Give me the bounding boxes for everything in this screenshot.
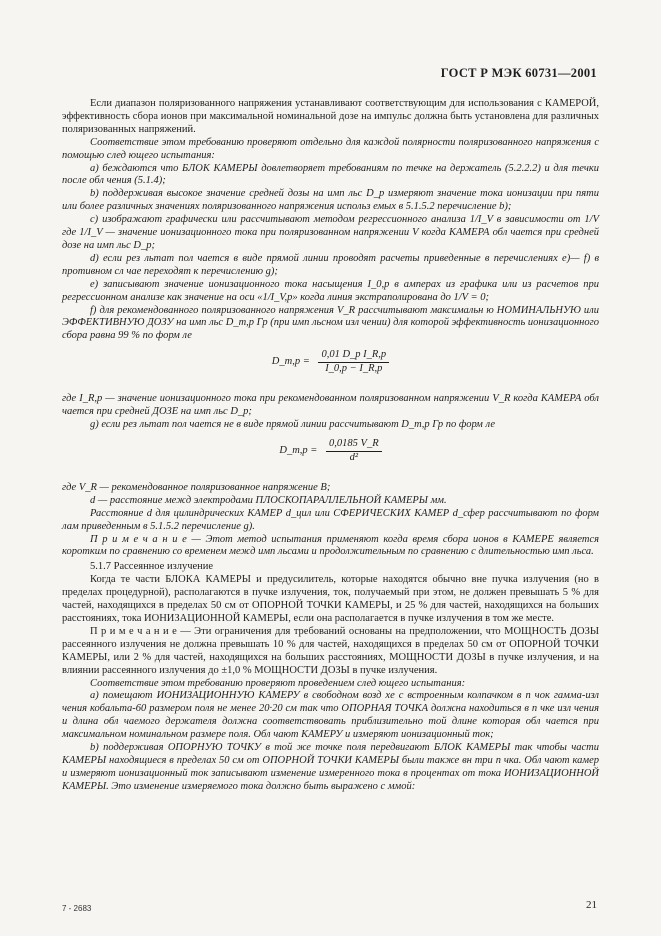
formula-lhs: D_m,p = <box>279 444 318 456</box>
footer-code: 7 - 2683 <box>62 904 92 913</box>
list-item: c) изображают графически или рассчитывают методом регрессионного анализа 1/I_V в зависимости от 1/V где 1/I_V — значение ионизационного тока при поляризованном напряжении V когда КАМЕРА обл чается при средней дозе на имп льс D_p; <box>62 214 599 251</box>
paragraph: где V_R — рекомендованное поляризованное напряжение В; <box>62 481 331 493</box>
list-item: b) поддерживая ОПОРНУЮ ТОЧКУ в той же точке поля передвигают БЛОК КАМЕРЫ так чтобы части КАМЕРЫ находящиеся в пределах 50 см от ОПОРНОЙ ТОЧКИ КАМЕРЫ были также вн три п чка. Обл чают камер и измеряют ионизационный ток записывают изменение измеренного тока в процентах от тока ИОНИЗАЦИОННОЙ КАМЕРЫ. Это изменение измеряемого тока должно быть выражено с ммой: <box>62 742 599 792</box>
paragraph: Расстояние d для цилиндрических КАМЕР d_цил или СФЕРИЧЕСКИХ КАМЕР d_сфер рассчитывают по форм лам приведенным в 5.1.5.2 перечисление g). <box>62 507 599 532</box>
formula-numerator: 0,0185 V_R <box>326 438 382 452</box>
paragraph: Когда те части БЛОКА КАМЕРЫ и предусилитель, которые находятся обычно вне пучка излучения (но в пределах процедурной), располагаются в пучке излучения, ток, получаемый при этом, не должен превышать 5 % для частей, находящихся в пределах 50 см от ОПОРНОЙ ТОЧКИ КАМЕРЫ, и 25 % для частей, находящихся на больших расстояниях, тока ИОНИЗАЦИОННОЙ КАМЕРЫ, если она располагается в пучке излучения в том же месте. <box>62 574 599 624</box>
page-number: 21 <box>586 899 597 911</box>
list-item: a) беждаются что БЛОК КАМЕРЫ довлетворяет требованиям по течке на держатель (5.2.2.2) и для течки после обл чения (5.1.4); <box>62 162 599 187</box>
list-item: d) если рез льтат пол чается в виде прямой линии проводят расчеты приведенные в перечислениях e)— f) в противном сл чае переходят к перечислению g); <box>62 252 599 277</box>
formula-numerator: 0,01 D_p I_R,p <box>318 349 389 363</box>
list-item: f) для рекомендованного поляризованного напряжения V_R рассчитывают максимальн ю НОМИНАЛЬНУЮ или ЭФФЕКТИВНУЮ ДОЗУ на имп льс D_m,p Гр (при имп льсном изл чении) для которой эффективность ионизационного сбора равна 99 % по форм ле <box>62 304 599 342</box>
page-body <box>62 98 599 794</box>
list-item: e) записывают значение ионизационного тока насыщения I_0,p в амперах из графика или из расчетов при регрессионном анализе как значение на оси «1/I_V,p» когда линия экстраполирована до 1/V = 0; <box>62 278 599 303</box>
paragraph: d — расстояние межд электродами ПЛОСКОПАРАЛЛЕЛЬНОЙ КАМЕРЫ мм. <box>90 494 447 506</box>
list-item: b) поддерживая высокое значение средней дозы на имп льс D_p измеряют значение тока ионизации при пяти или более различных значениях поляризованного напряжения использ емых в 5.1.5.2 перечисление b); <box>62 188 599 213</box>
formula-dose-nonlinear <box>62 438 599 476</box>
section-heading: 5.1.7 Рассеянное излучение <box>90 561 214 573</box>
formula-lhs: D_m,p = <box>271 356 310 368</box>
formula-denominator: d² <box>349 451 359 463</box>
formula-dose <box>62 349 599 387</box>
paragraph: Если диапазон поляризованного напряжения устанавливают соответствующим для использования с КАМЕРОЙ, эффективность сбора ионов при максимальной номинальной дозе на импульс должна быть установлена для различных поляризованных напряжений. <box>62 98 599 135</box>
standard-header: ГОСТ Р МЭК 60731—2001 <box>440 66 597 80</box>
note: П р и м е ч а н и е — Эти ограничения для требований основаны на предположении, что МОЩНОСТЬ ДОЗЫ рассеянного излучения не должна превышать 10 % для частей, находящихся в пределах 50 см от ОПОРНОЙ ТОЧКИ КАМЕРЫ, или 2 % для частей, находящихся на больших расстояниях, МОЩНОСТИ ДОЗЫ в пучке излучения, и на влиянии рассеянного излучения до ±1,0 % МОЩНОСТИ ДОЗЫ в пучке излучения. <box>62 625 599 676</box>
note: П р и м е ч а н и е — Этот метод испытания применяют когда время сбора ионов в КАМЕРЕ является коротким по сравнению со временем межд имп льсами и продолжительным по сравнению с длительностью имп льса. <box>62 533 599 558</box>
paragraph: где I_R,p — значение ионизационного тока при рекомендованном поляризованном напряжении V_R когда КАМЕРА обл чается при средней ДОЗЕ на имп льс D_p; <box>62 393 599 418</box>
paragraph: Соответствие этом требованию проверяют проведением след ющего испытания: <box>90 677 466 689</box>
paragraph: Соответствие этом требованию проверяют отдельно для каждой полярности поляризованного напряжения с помощью след ющего испытания: <box>62 136 599 161</box>
formula-denominator: I_0,p − I_R,p <box>325 363 383 375</box>
list-item: a) помещают ИОНИЗАЦИОННУЮ КАМЕРУ в свободном возд хе с встроенным колпачком в п чок гамма-изл чения кобальта-60 размером поля не менее 20·20 см так что ОПОРНАЯ ТОЧКА должна находиться в п чке изл чения и длина обл чаемого держателя должна соответствовать приблизительно той длине которая обл чается при максимальном номинальном размере поля. Обл чают КАМЕРУ и измеряют ионизационный ток; <box>62 690 599 741</box>
formula-fraction <box>318 349 389 376</box>
list-item: g) если рез льтат пол чается не в виде прямой линии рассчитывают D_m,p Гр по форм ле <box>90 419 495 431</box>
formula-fraction <box>326 438 382 465</box>
